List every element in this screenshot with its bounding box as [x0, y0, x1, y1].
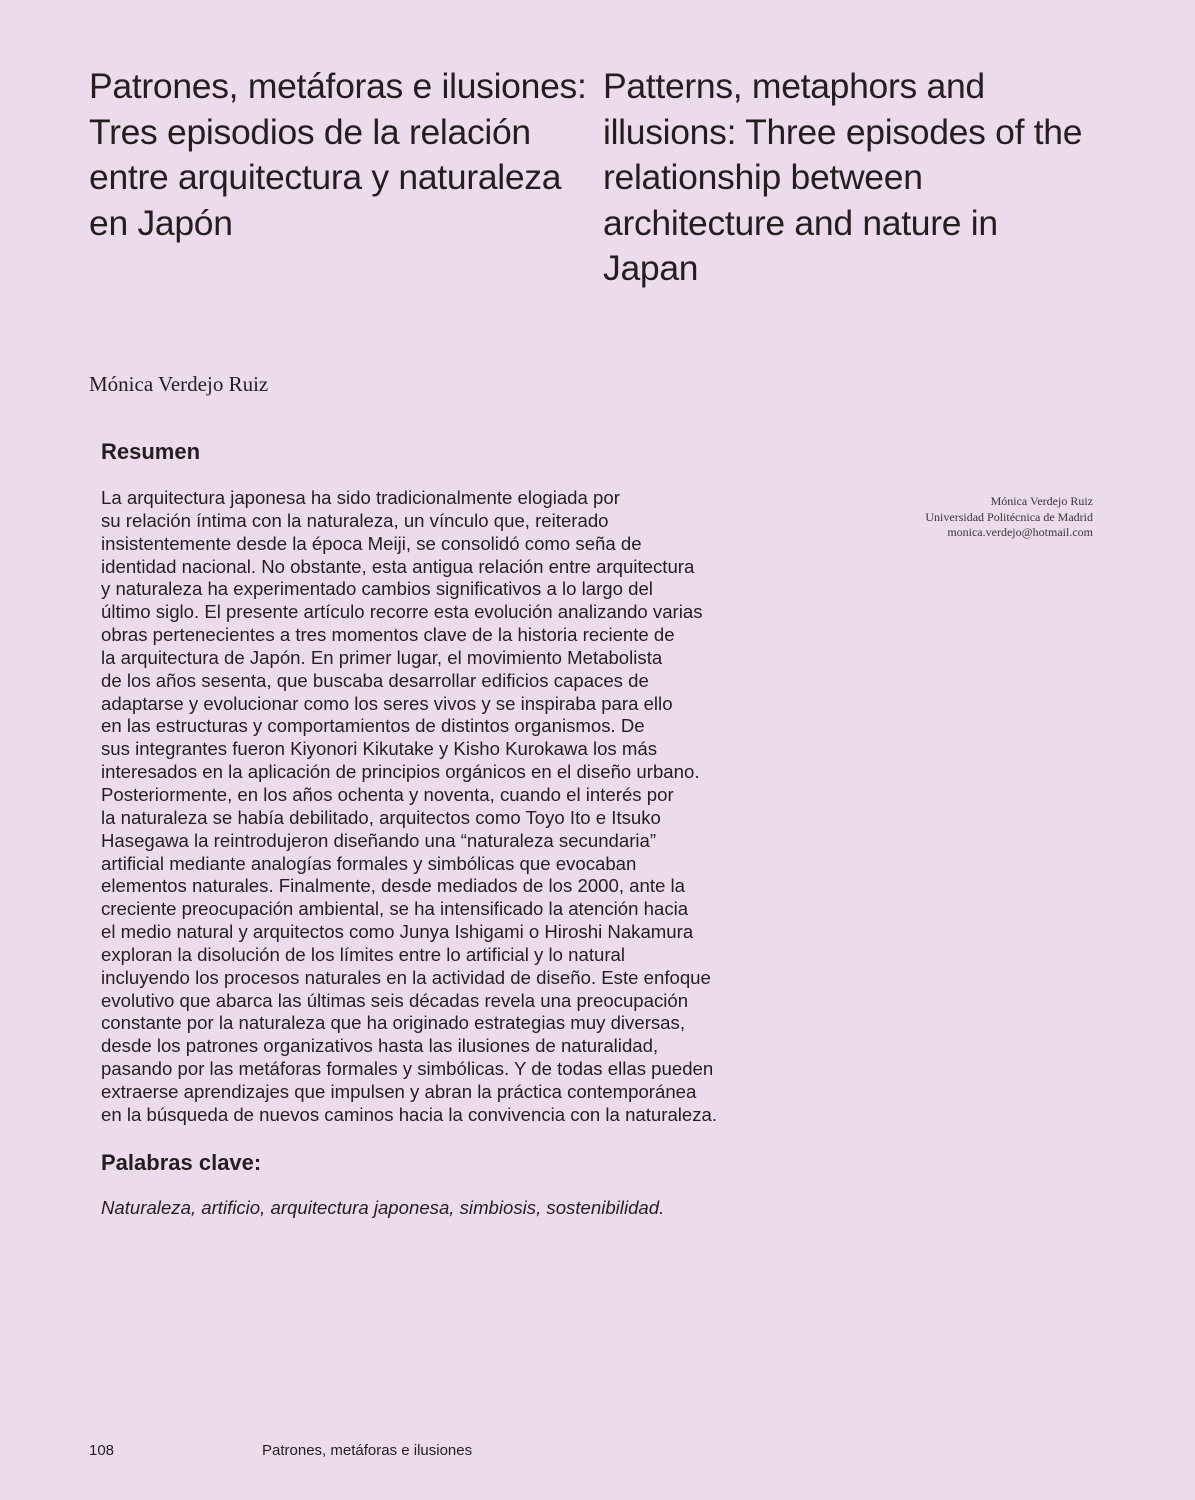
affiliation-email: monica.verdejo@hotmail.com — [947, 525, 1093, 539]
abstract-line: extraerse aprendizajes que impulsen y abran la práctica contemporánea — [101, 1080, 697, 1102]
abstract-line: constante por la naturaleza que ha originado estrategias muy diversas, — [101, 1012, 685, 1034]
abstract-line: en la búsqueda de nuevos caminos hacia la convivencia con la naturaleza. — [101, 1103, 718, 1125]
abstract-line: la naturaleza se había debilitado, arquitectos como Toyo Ito e Itsuko — [101, 806, 661, 828]
abstract-line: sus integrantes fueron Kiyonori Kikutake y Kisho Kurokawa los más — [101, 738, 658, 760]
page-number: 108 — [89, 1442, 115, 1459]
running-title: Patrones, metáforas e ilusiones — [262, 1442, 473, 1459]
abstract-line: su relación íntima con la naturaleza, un vínculo que, reiterado — [101, 509, 609, 531]
abstract-body — [101, 487, 791, 1127]
title-english: Patterns, metaphors and illusions: Three episodes of the relationship between architecture and nature in Japan — [603, 66, 1083, 288]
abstract-line: la arquitectura de Japón. En primer lugar, el movimiento Metabolista — [101, 646, 663, 668]
abstract-line: identidad nacional. No obstante, esta antigua relación entre arquitectura — [101, 555, 695, 577]
affiliation-name: Mónica Verdejo Ruiz — [990, 494, 1093, 508]
abstract-line: artificial mediante analogías formales y simbólicas que evocaban — [101, 852, 637, 874]
abstract-heading: Resumen — [101, 439, 201, 464]
abstract-line: Hasegawa la reintrodujeron diseñando una “naturaleza secundaria” — [101, 829, 657, 851]
abstract-line: en las estructuras y comportamientos de distintos organismos. De — [101, 715, 645, 737]
abstract-line: La arquitectura japonesa ha sido tradicionalmente elogiada por — [101, 487, 620, 508]
abstract-line: el medio natural y arquitectos como Junya Ishigami o Hiroshi Nakamura — [101, 921, 694, 943]
author-name: Mónica Verdejo Ruiz — [89, 372, 269, 396]
abstract-line: de los años sesenta, que buscaba desarrollar edificios capaces de — [101, 669, 649, 691]
abstract-line: interesados en la aplicación de principios orgánicos en el diseño urbano. — [101, 761, 700, 783]
abstract-line: evolutivo que abarca las últimas seis décadas revela una preocupación — [101, 989, 689, 1011]
affiliation-institution: Universidad Politécnica de Madrid — [925, 509, 1093, 524]
abstract-line: pasando por las metáforas formales y simbólicas. Y de todas ellas pueden — [101, 1058, 714, 1080]
abstract-line: obras pertenecientes a tres momentos clave de la historia reciente de — [101, 624, 675, 646]
abstract-line: elementos naturales. Finalmente, desde mediados de los 2000, ante la — [101, 875, 686, 897]
title-spanish: Patrones, metáforas e ilusiones: Tres episodios de la relación entre arquitectura y naturaleza en Japón — [89, 66, 587, 243]
keywords-heading: Palabras clave: — [101, 1150, 262, 1175]
abstract-line: insistentemente desde la época Meiji, se consolidó como seña de — [101, 532, 642, 554]
abstract-line: exploran la disolución de los límites entre lo artificial y lo natural — [101, 943, 625, 965]
abstract-line: incluyendo los procesos naturales en la actividad de diseño. Este enfoque — [101, 966, 711, 988]
abstract-line: creciente preocupación ambiental, se ha intensificado la atención hacia — [101, 898, 689, 920]
keywords-text: Naturaleza, artificio, arquitectura japonesa, simbiosis, sostenibilidad. — [101, 1197, 665, 1218]
author-affiliation — [925, 494, 1093, 541]
abstract-line: Posteriormente, en los años ochenta y noventa, cuando el interés por — [101, 783, 674, 805]
abstract-line: y naturaleza ha experimentado cambios significativos a lo largo del — [101, 578, 653, 600]
abstract-line: último siglo. El presente artículo recorre esta evolución analizando varias — [101, 601, 703, 623]
abstract-line: adaptarse y evolucionar como los seres vivos y se inspiraba para ello — [101, 692, 673, 714]
abstract-line: desde los patrones organizativos hasta las ilusiones de naturalidad, — [101, 1035, 659, 1057]
